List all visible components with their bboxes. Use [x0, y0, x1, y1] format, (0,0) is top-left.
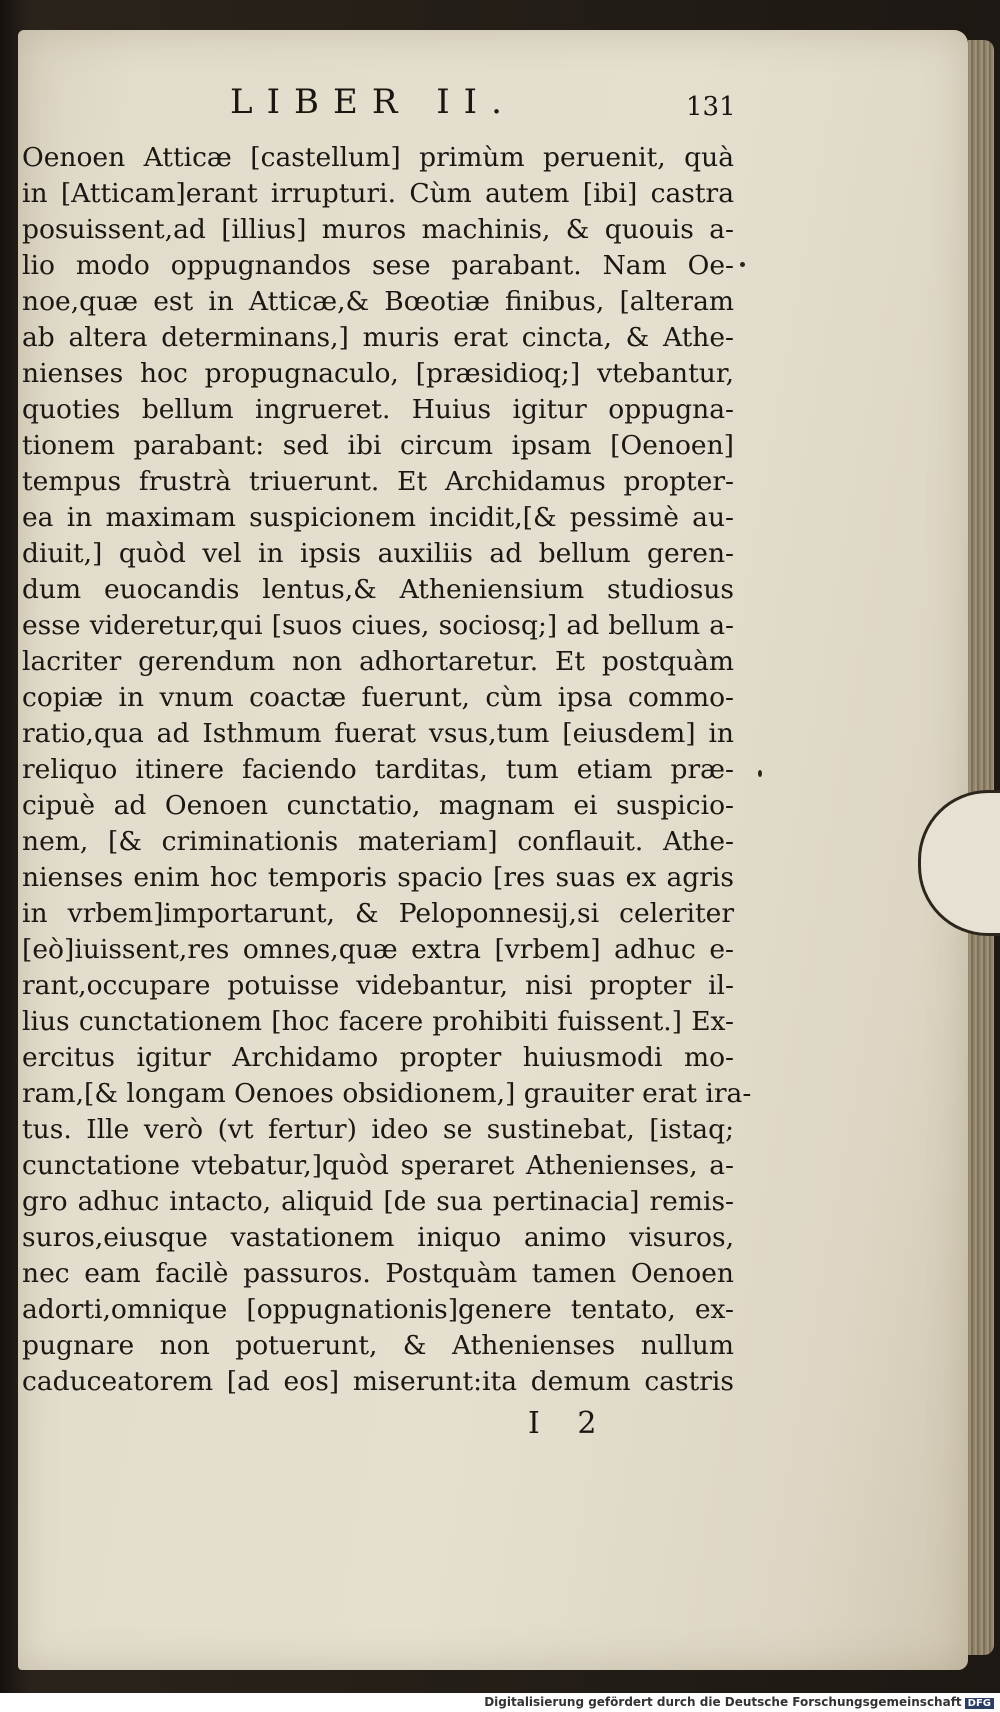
signature-mark: I 2	[528, 1406, 611, 1441]
ink-speck	[740, 262, 745, 267]
running-head: LIBER II.	[230, 82, 516, 122]
text-line: in [Atticam]erant irrupturi. Cùm autem [ibi] castra	[22, 178, 734, 209]
text-line: nec eam facilè passuros. Postquàm tamen Oenoen	[22, 1258, 734, 1289]
text-line: in vrbem]importarunt, & Peloponnesij,si celeriter	[22, 898, 734, 929]
text-line: lius cunctationem [hoc facere prohibiti fuissent.] Ex-	[22, 1006, 734, 1037]
dfg-logo: DFG	[965, 1698, 994, 1709]
text-line: pugnare non potuerunt, & Athenienses nullum	[22, 1330, 734, 1361]
text-line: noe,quæ est in Atticæ,& Bœotiæ finibus, [alteram	[22, 286, 734, 317]
text-line: [eò]iuissent,res omnes,quæ extra [vrbem] adhuc e-	[22, 934, 734, 965]
text-line: rant,occupare potuisse videbantur, nisi propter il-	[22, 970, 734, 1001]
text-line: Oenoen Atticæ [castellum] primùm peruenit, quà	[22, 142, 734, 173]
text-line: ercitus igitur Archidamo propter huiusmodi mo-	[22, 1042, 734, 1073]
text-line: posuissent,ad [illius] muros machinis, & quouis a-	[22, 214, 734, 245]
text-line: nem, [& criminationis materiam] conflauit. Athe-	[22, 826, 734, 857]
text-line: cipuè ad Oenoen cunctatio, magnam ei suspicio-	[22, 790, 734, 821]
text-line: ram,[& longam Oenoes obsidionem,] grauiter erat ira-	[22, 1078, 752, 1109]
text-line: ea in maximam suspicionem incidit,[& pessimè au-	[22, 502, 734, 533]
text-line: gro adhuc intacto, aliquid [de sua pertinacia] remis-	[22, 1186, 734, 1217]
footer-credit-text: Digitalisierung gefördert durch die Deutsche Forschungsgemeinschaft	[484, 1695, 962, 1709]
text-line: nienses hoc propugnaculo, [præsidioq;] vtebantur,	[22, 358, 734, 389]
text-line: dum euocandis lentus,& Atheniensium studiosus	[22, 574, 734, 605]
text-line: ab altera determinans,] muris erat cincta, & Athe-	[22, 322, 734, 353]
text-line: esse videretur,qui [suos ciues, sociosq;] ad bellum a-	[22, 610, 734, 641]
text-line: tempus frustrà triuerunt. Et Archidamus propter-	[22, 466, 734, 497]
text-line: caduceatorem [ad eos] miserunt:ita demum castris	[22, 1366, 734, 1397]
text-line: quoties bellum ingrueret. Huius igitur oppugna-	[22, 394, 734, 425]
footer-credit	[484, 1695, 994, 1709]
text-line: tionem parabant: sed ibi circum ipsam [Oenoen]	[22, 430, 734, 461]
body-text	[22, 140, 752, 1400]
ink-speck	[758, 770, 762, 777]
text-line: lacriter gerendum non adhortaretur. Et postquàm	[22, 646, 734, 677]
text-line: suros,eiusque vastationem iniquo animo visuros,	[22, 1222, 734, 1253]
text-line: cunctatione vtebatur,]quòd speraret Athenienses, a-	[22, 1150, 734, 1181]
text-line: ratio,qua ad Isthmum fuerat vsus,tum [eiusdem] in	[22, 718, 734, 749]
text-line: tus. Ille verò (vt fertur) ideo se sustinebat, [istaq;	[22, 1114, 734, 1145]
text-line: diuit,] quòd vel in ipsis auxiliis ad bellum geren-	[22, 538, 734, 569]
text-line: lio modo oppugnandos sese parabant. Nam Oe-	[22, 250, 734, 281]
text-line: nienses enim hoc temporis spacio [res suas ex agris	[22, 862, 734, 893]
page-number: 131	[686, 92, 736, 122]
text-line: adorti,omnique [oppugnationis]genere tentato, ex-	[22, 1294, 734, 1325]
text-line: copiæ in vnum coactæ fuerunt, cùm ipsa commo-	[22, 682, 734, 713]
text-line: reliquo itinere faciendo tarditas, tum etiam præ-	[22, 754, 734, 785]
